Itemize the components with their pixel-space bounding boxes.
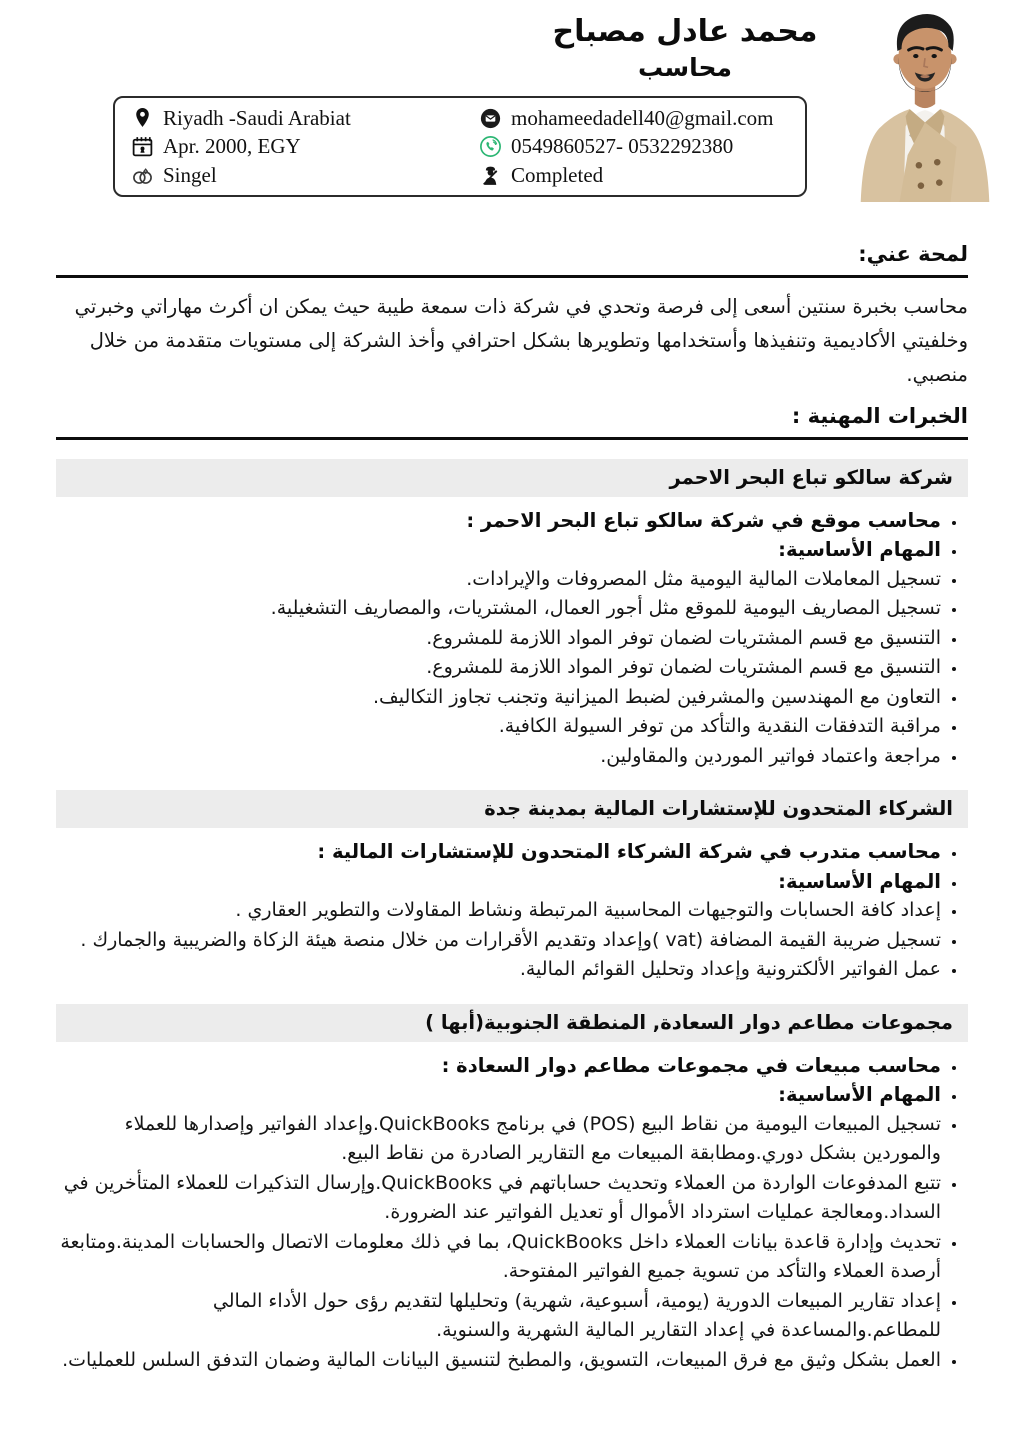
task-item: • إعداد تقارير المبيعات الدورية (يومية، أسبوعية، شهرية) وتحليلها لتقديم رؤى حول الأداء المالي للمطاعم.والمساعدة في إعداد التقارير المالية الشهرية والسنوية. xyxy=(56,1287,941,1346)
contact-military-status: Completed xyxy=(511,162,604,187)
task-item: • تتبع المدفوعات الواردة من العملاء وتحديث حساباتهم في QuickBooks.وإرسال التذكيرات للعملاء المتأخرين في السداد.ومعالجة عمليات استرداد الأموال أو تعديل الفواتير عند الضرورة. xyxy=(56,1169,941,1228)
job-role: • محاسب متدرب في شركة الشركاء المتحدون للإستشارات المالية : xyxy=(56,837,941,867)
job-tasks-label: • المهام الأساسية: xyxy=(56,867,941,897)
job-section-united-partners xyxy=(56,790,968,985)
task-item: • تسجيل ضريبة القيمة المضافة (vat )وإعداد وتقديم الأقرارات من خلال منصة هيئة الزكاة والضريبية والجمارك . xyxy=(56,926,941,956)
cv-header xyxy=(0,0,1024,212)
soldier-icon xyxy=(479,164,502,187)
contact-phone-row xyxy=(479,133,795,161)
job-tasks-label: • المهام الأساسية: xyxy=(56,1080,941,1110)
job-role: • محاسب موقع في شركة سالكو تباع البحر الاحمر : xyxy=(56,506,941,536)
calendar-icon xyxy=(131,135,154,158)
task-item: • تسجيل المبيعات اليومية من نقاط البيع (POS) في برنامج QuickBooks.وإعداد الفواتير وإصدارها للعملاء والموردين بشكل دوري.ومطابقة المبيعات مع التقارير الصادرة من نقاط البيع. xyxy=(56,1110,941,1169)
task-item: • تسجيل المعاملات المالية اليومية مثل المصروفات والإيرادات. xyxy=(56,565,941,595)
section-divider xyxy=(56,437,968,440)
task-item: • إعداد كافة الحسابات والتوجيهات المحاسبية المرتبطة ونشاط المقاولات والتطوير العقاري . xyxy=(56,896,941,926)
profile-photo xyxy=(838,2,1012,202)
cv-body xyxy=(0,242,1024,1375)
task-item: • العمل بشكل وثيق مع فرق المبيعات، التسويق، والمطبخ لتنسيق البيانات المالية وضمان التدفق السلس للعمليات. xyxy=(56,1346,941,1376)
location-pin-icon xyxy=(131,107,154,130)
job-section-dawar-alsaadah xyxy=(56,1004,968,1376)
task-item: • مراقبة التدفقات النقدية والتأكد من توفر السيولة الكافية. xyxy=(56,712,941,742)
contact-info-box xyxy=(113,96,807,197)
rings-icon xyxy=(131,164,154,187)
contact-left-column xyxy=(131,104,351,189)
contact-location: Riyadh -Saudi Arabiat xyxy=(163,105,351,130)
name-block xyxy=(540,12,830,84)
candidate-job-title: محاسب xyxy=(638,53,732,82)
task-item: • التعاون مع المهندسين والمشرفين لضبط الميزانية وتجنب تجاوز التكاليف. xyxy=(56,683,941,713)
task-item: • التنسيق مع قسم المشتريات لضمان توفر المواد اللازمة للمشروع. xyxy=(56,653,941,683)
task-item: • مراجعة واعتماد فواتير الموردين والمقاولين. xyxy=(56,742,941,772)
task-item: • تسجيل المصاريف اليومية للموقع مثل أجور العمال، المشتريات، والمصاريف التشغيلية. xyxy=(56,594,941,624)
task-item: • التنسيق مع قسم المشتريات لضمان توفر المواد اللازمة للمشروع. xyxy=(56,624,941,654)
company-header: الشركاء المتحدون للإستشارات المالية بمدينة جدة xyxy=(56,790,968,828)
contact-marital-row xyxy=(131,161,351,189)
contact-birth: Apr. 2000, EGY xyxy=(163,134,301,158)
contact-phone: 0549860527- 0532292380 xyxy=(511,134,734,158)
job-task-list xyxy=(56,506,968,772)
company-header: شركة سالكو تباع البحر الاحمر xyxy=(56,459,968,497)
contact-military-row xyxy=(479,161,795,189)
contact-marital-status: Singel xyxy=(163,162,217,187)
job-task-list xyxy=(56,1051,968,1376)
task-item: • تحديث وإدارة قاعدة بيانات العملاء داخل QuickBooks، بما في ذلك معلومات الاتصال والحسابات المدينة.ومتابعة أرصدة العملاء والتأكد من تسوية جميع الفواتير المفتوحة. xyxy=(56,1228,941,1287)
task-item: • عمل الفواتير الألكترونية وإعداد وتحليل القوائم المالية. xyxy=(56,955,941,985)
portrait-illustration xyxy=(838,2,1012,202)
phone-icon xyxy=(479,135,502,158)
contact-location-row xyxy=(131,104,351,132)
contact-birth-row xyxy=(131,133,351,161)
job-task-list xyxy=(56,837,968,985)
candidate-name: محمد عادل مصباح xyxy=(552,14,818,49)
section-divider xyxy=(56,275,968,278)
job-tasks-label: • المهام الأساسية: xyxy=(56,535,941,565)
email-icon xyxy=(479,107,502,130)
contact-email-row xyxy=(479,104,795,132)
job-section-salco xyxy=(56,459,968,772)
contact-email: mohameedadell40@gmail.com xyxy=(511,105,774,130)
contact-right-column xyxy=(479,104,795,189)
about-text: محاسب بخبرة سنتين أسعى إلى فرصة وتحدي في شركة ذات سمعة طيبة حيث يمكن ان أكرث مهاراتي وخبرتي وخلفيتي الأكاديمية وتنفيذها وأستخدامها وتطويرها بشكل احترافي وأخذ الشركة إلى مستويات متقدمة من خلال منصبي. xyxy=(74,295,968,386)
about-section-title: لمحة عني: xyxy=(858,242,968,266)
job-role: • محاسب مبيعات في مجموعات مطاعم دوار السعادة : xyxy=(56,1051,941,1081)
experience-section-title: الخبرات المهنية : xyxy=(791,404,968,428)
company-header: مجموعات مطاعم دوار السعادة, المنطقة الجنوبية(أبها ) xyxy=(56,1004,968,1042)
